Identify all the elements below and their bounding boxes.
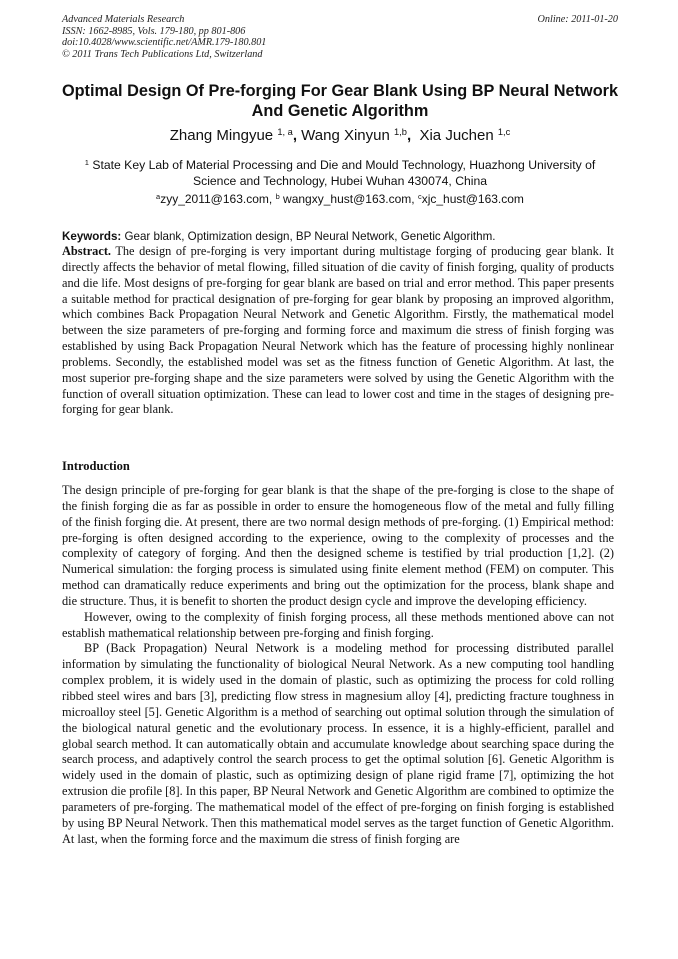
email-address: zyy_2011@163.com, — [160, 192, 273, 206]
paragraph: The design principle of pre-forging for gear blank is that the shape of the pre-forging is close to the shape of the finish forging die as far as possible in order to ensure the homogeneous flow of the metal and fully filling of the finish forging die. At present, there are two normal design methods of pre-forging. (1) Empirical method: pre-forging is often designed according to the experience, owing to the complexity of processes and the complexity of category of forging. And then the designed scheme is testified by trial production [1,2]. (2) Numerical simulation: the forging process is simulated using finite element method (FEM) on computer. This method can dramatically reduce experiments and bring out the optimization for the process, blank shape and die structure. Thus, it is benefit to shorten the product design cycle and improve the developing efficiency. — [62, 483, 614, 608]
email-mark: b — [275, 191, 280, 201]
journal-name: Advanced Materials Research — [62, 14, 185, 25]
abstract — [62, 244, 614, 418]
author-separator: , — [292, 127, 297, 144]
author-name: Xia Juchen — [419, 127, 494, 144]
author-affiliation-mark: 1,b — [394, 126, 407, 137]
paragraph: However, owing to the complexity of finish forging process, all these methods mentioned above can not establish mathematical relationship between pre-forging and finish forging. — [62, 609, 614, 640]
author-name: Zhang Mingyue — [169, 127, 274, 144]
online-date: Online: 2011-01-20 — [537, 14, 618, 25]
keywords-label: Keywords: — [62, 230, 122, 243]
author-separator: , — [406, 127, 412, 144]
author-name: Wang Xinyun — [301, 127, 390, 144]
abstract-label: Abstract. — [62, 244, 112, 258]
affiliation-text: State Key Lab of Material Processing and Die and Mould Technology, Huazhong University of Science and Technology, Hubei Wuhan 430074, China — [92, 158, 596, 188]
email-mark: a — [156, 191, 161, 201]
paragraph: BP (Back Propagation) Neural Network is a modeling method for processing distributed parallel information by simulating the functionality of biological Neural Network. As a new computing tool handling complex problem, it is widely used in the domain of plastic, such as optimizing the process for cold rolling ribbed steel wires and bars [3], predicting flow stress in magnesium alloy [4], predicting fracture toughness in microalloy steel [5]. Genetic Algorithm is a method of searching out optimal solution through the simulation of the biological natural genetic and the evolutionary process. In essence, it is a highly-efficient, parallel and global search method. It can automatically obtain and accumulate knowledge about searching space during the search process, and adaptively control the search process to get the optimal solution [6]. Genetic Algorithm is widely used in the domain of plastic, such as optimizing design of plane rigid frame [7], optimizing the hot extrusion die profile [8]. In this paper, BP Neural Network and Genetic Algorithm are combined to optimize the parameters of pre-forging. The mathematical model of the effect of pre-forging on finish forging is established by using BP Neural Network. Then this mathematical model serves as the target function of Genetic Algorithm. At last, when the forming force and the maximum die stress of finish forging are — [62, 641, 614, 846]
affiliation-mark: 1 — [84, 157, 89, 167]
author-affiliation-mark: 1, a — [277, 126, 293, 137]
email-mark: c — [417, 191, 422, 201]
issn-line: ISSN: 1662-8985, Vols. 179-180, pp 801-806 — [62, 25, 246, 37]
keywords-text: Gear blank, Optimization design, BP Neural Network, Genetic Algorithm. — [124, 230, 496, 243]
journal-header — [62, 14, 618, 60]
paper-title: Optimal Design Of Pre-forging For Gear Blank Using BP Neural Network And Genetic Algorithm — [61, 82, 619, 120]
introduction-body — [62, 483, 614, 847]
email-line — [60, 192, 620, 207]
email-address: wangxy_hust@163.com, — [283, 192, 415, 206]
author-affiliation-mark: 1,c — [497, 126, 511, 137]
section-heading-introduction: Introduction — [62, 459, 130, 473]
abstract-text: The design of pre-forging is very important during multistage forging of producing gear blank. It directly affects the behavior of metal flowing, filled situation of die cavity of finish forging, quality of products and die life. Most designs of pre-forging for gear blank are based on trial and error method. This paper presents a suitable method for practical designation of pre-forging for gear blank by proposing an improved algorithm, which combines Back Propagation Neural Network and Genetic Algorithm. Firstly, the mathematical model between the size parameters of pre-forging and forming force and maximum die stress of finish forging was established by using Back Propagation Neural Network which has the feature of processing highly nonlinear problems. Secondly, the established model was set as the fitness function of Genetic Algorithm. At last, the most superior pre-forging shape and the size parameters were solved by using the Genetic Algorithm with the function of overall situation optimization. These can lead to lower cost and time in the stages of designing pre-forging for gear blank. — [62, 244, 614, 417]
keywords — [62, 229, 622, 244]
email-address: xjc_hust@163.com — [421, 192, 524, 206]
copyright-line: © 2011 Trans Tech Publications Ltd, Switzerland — [62, 48, 263, 60]
doi-line: doi:10.4028/www.scientific.net/AMR.179-180.801 — [62, 37, 267, 49]
affiliation — [70, 157, 610, 189]
author-line — [60, 127, 620, 145]
